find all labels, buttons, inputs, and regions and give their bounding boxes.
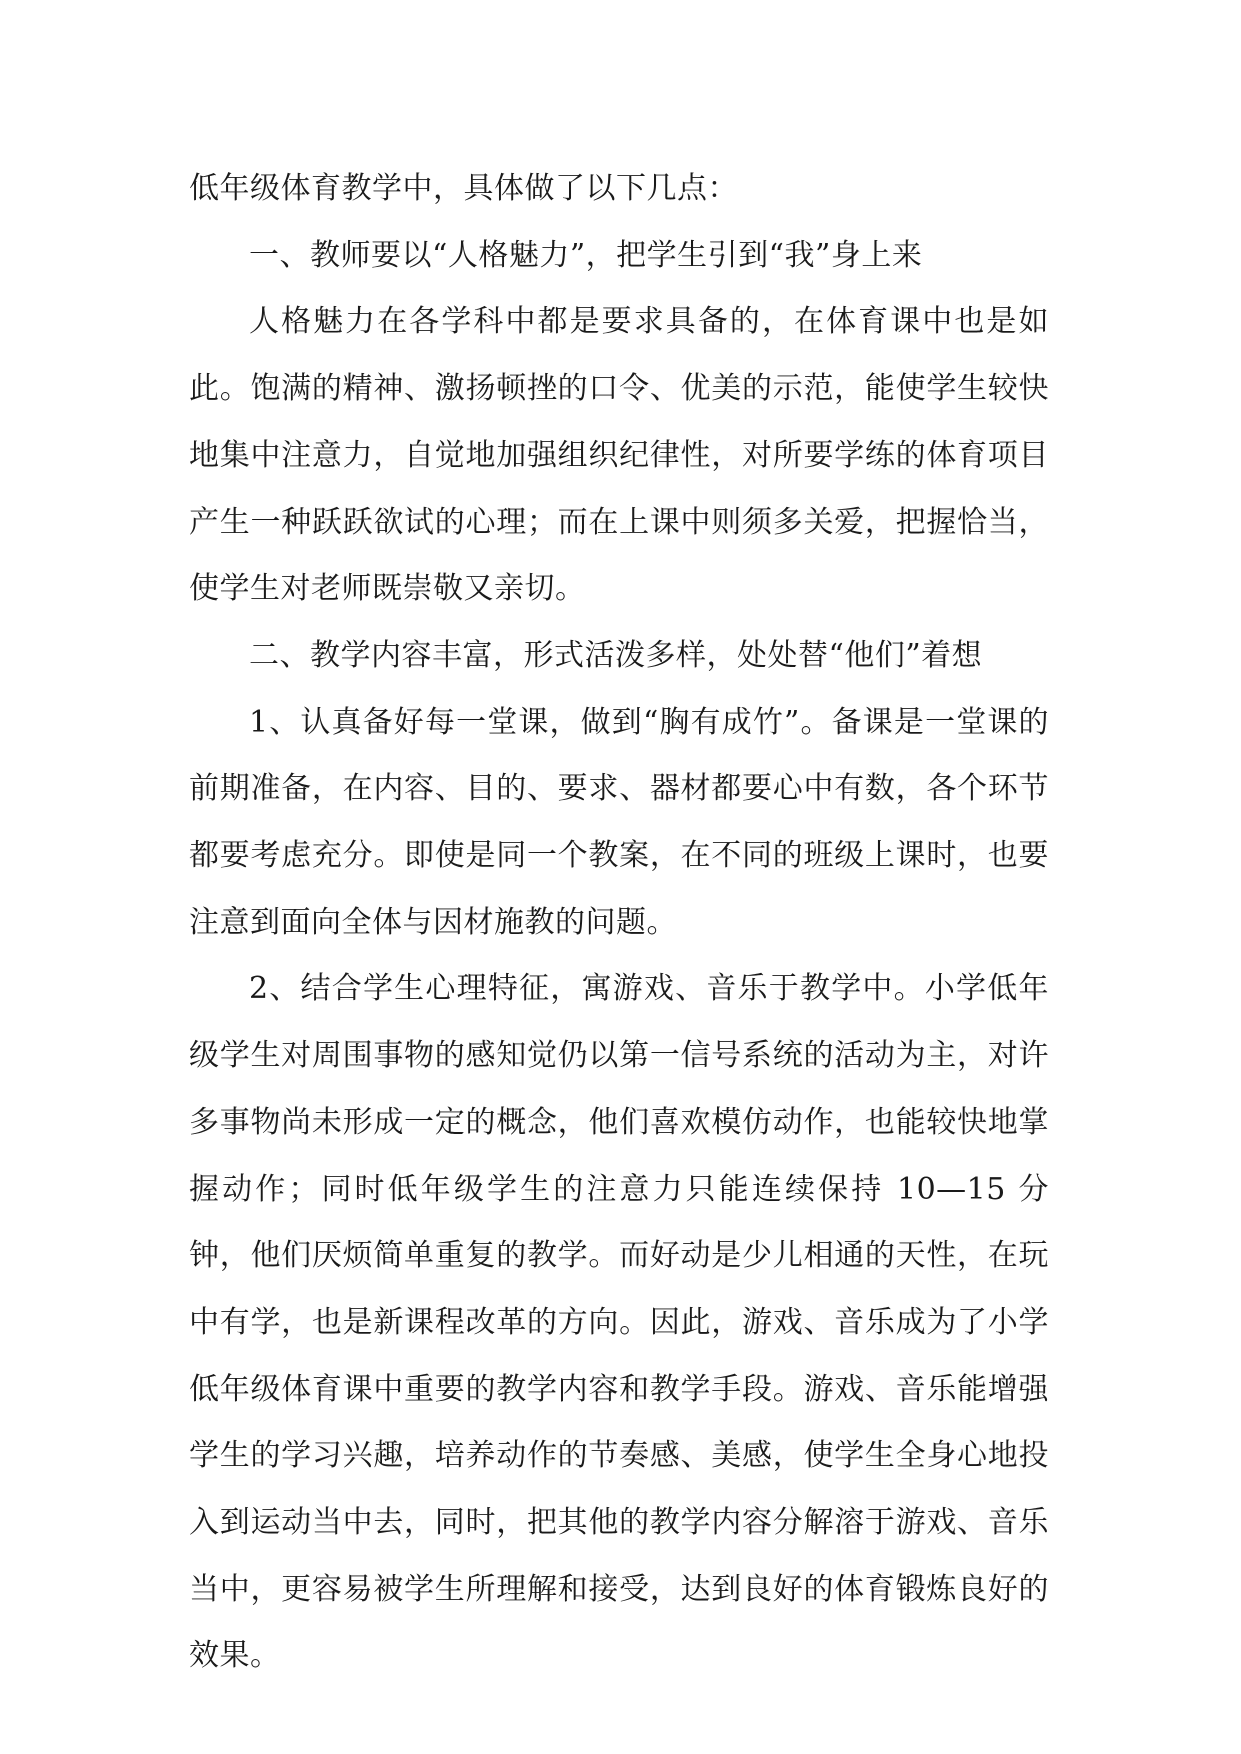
paragraph-charisma: 人格魅力在各学科中都是要求具备的，在体育课中也是如此。饱满的精神、激扬顿挫的口令、优美的示范，能使学生较快地集中注意力，自觉地加强组织纪律性，对所要学练的体育项目产生一种跃跃欲试的心理；而在上课中则须多关爱，把握恰当，使学生对老师既崇敬又亲切。 [189,304,1049,607]
paragraph-intro-continuation: 低年级体育教学中，具体做了以下几点： [189,171,738,206]
section-heading-1: 一、教师要以“人格魅力”，把学生引到“我”身上来 [249,237,923,273]
document-body [189,156,1049,1690]
section-heading-2: 二、教学内容丰富，形式活泼多样，处处替“他们”着想 [249,637,983,673]
paragraph-games-music: 2、结合学生心理特征，寓游戏、音乐于教学中。小学低年级学生对周围事物的感知觉仍以第一信号系统的活动为主，对许多事物尚未形成一定的概念，他们喜欢模仿动作，也能较快地掌握动作；同时低年级学生的注意力只能连续保持 10—15 分钟，他们厌烦简单重复的教学。而好动是少儿相通的天性，在玩中有学，也是新课程改革的方向。因此，游戏、音乐成为了小学低年级体育课中重要的教学内容和教学手段。游戏、音乐能增强学生的学习兴趣，培养动作的节奏感、美感，使学生全身心地投入到运动当中去，同时，把其他的教学内容分解溶于游戏、音乐当中，更容易被学生所理解和接受，达到良好的体育锻炼良好的效果。 [189,971,1049,1674]
paragraph-lesson-prep: 1、认真备好每一堂课，做到“胸有成竹”。备课是一堂课的前期准备，在内容、目的、要求、器材都要心中有数，各个环节都要考虑充分。即使是同一个教案，在不同的班级上课时，也要注意到面向全体与因材施教的问题。 [189,704,1049,940]
